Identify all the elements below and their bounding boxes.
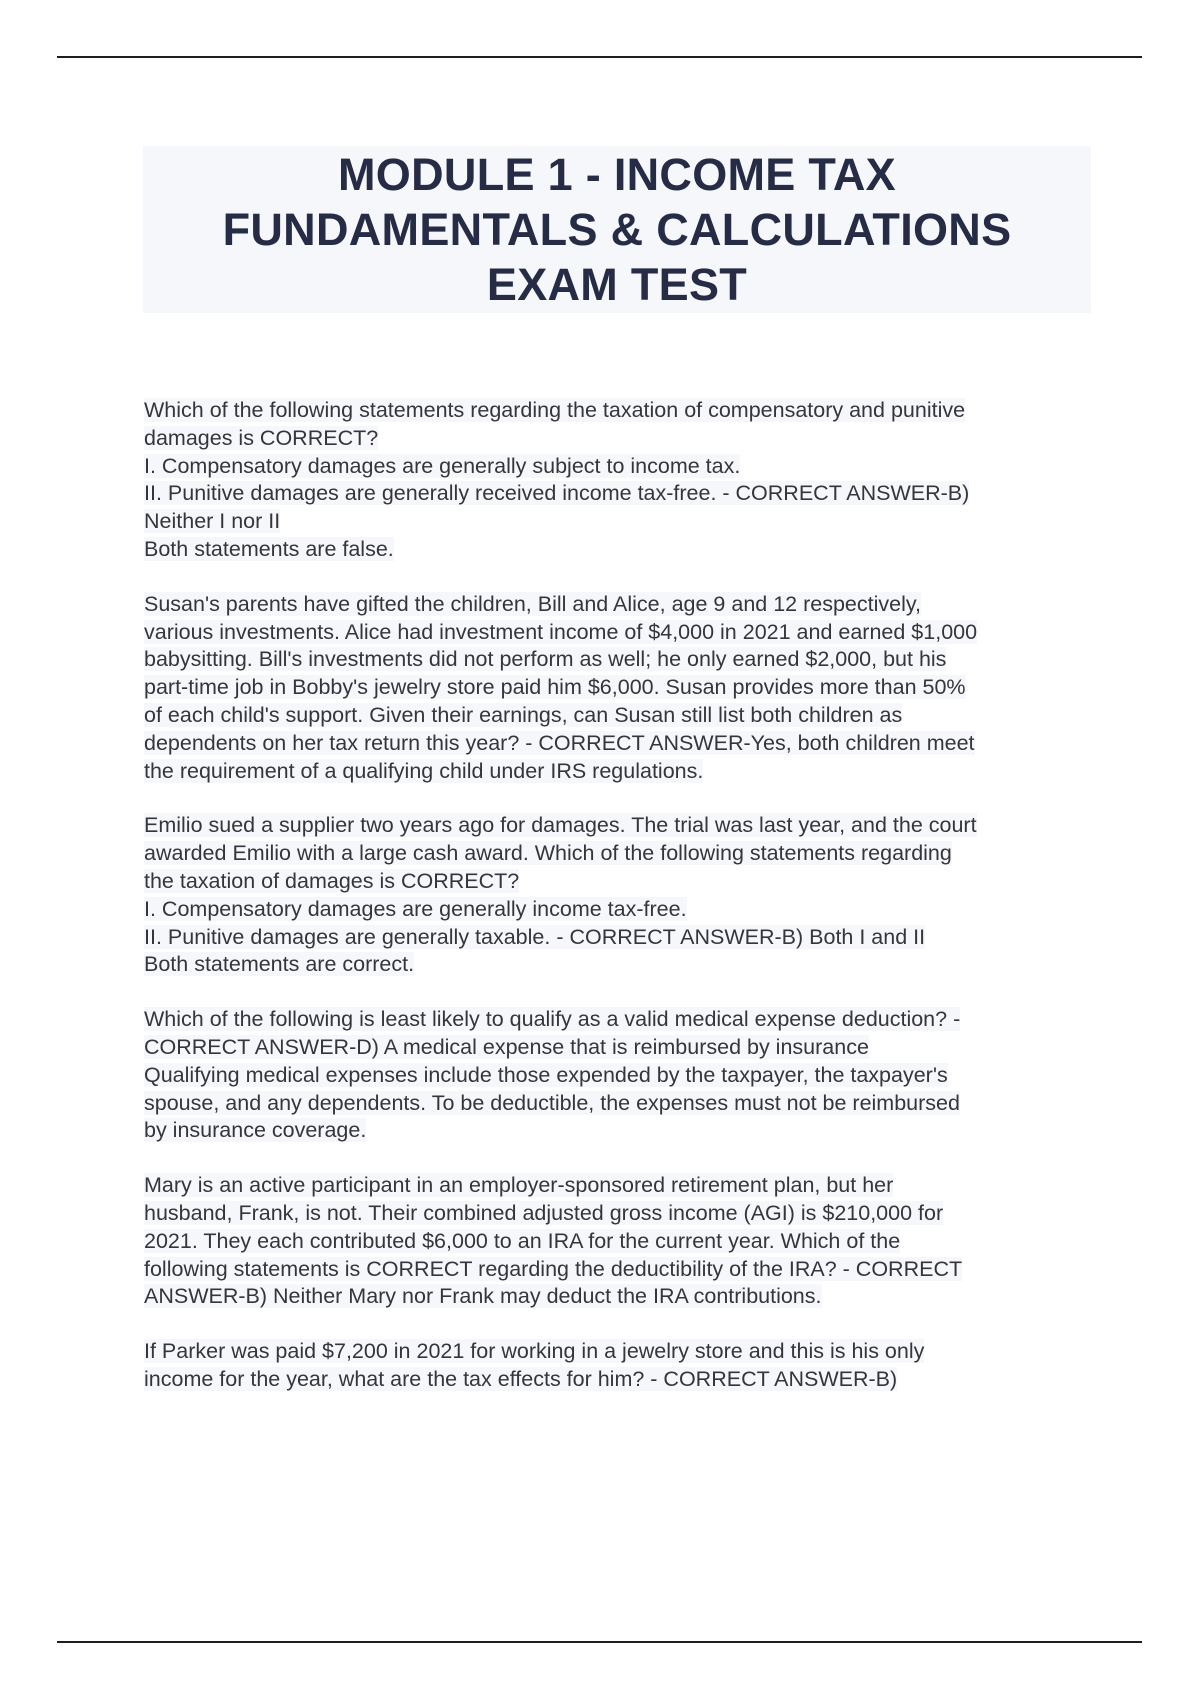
qa-line-text: spouse, and any dependents. To be deductible, the expenses must not be reimbursed [144,1090,960,1115]
qa-line-text: income for the year, what are the tax effects for him? - CORRECT ANSWER-B) [144,1366,898,1391]
qa-line [144,1228,1104,1256]
document-title [143,146,1091,313]
qa-line-text: dependents on her tax return this year? - CORRECT ANSWER-Yes, both children meet [144,730,975,755]
qa-line [144,674,1104,702]
qa-line [144,619,1104,647]
qa-line-text: I. Compensatory damages are generally subject to income tax. [144,453,741,478]
qa-line [144,812,1104,840]
qa-line [144,1090,1104,1118]
qa-line-text: babysitting. Bill's investments did not perform as well; he only earned $2,000, but his [144,647,947,672]
qa-line-text: husband, Frank, is not. Their combined adjusted gross income (AGI) is $210,000 for [144,1200,944,1225]
qa-line [144,1256,1104,1284]
qa-line [144,591,1104,619]
qa-line-text: of each child's support. Given their earnings, can Susan still list both children as [144,702,903,727]
qa-block [144,812,1104,979]
qa-line-text: Emilio sued a supplier two years ago for damages. The trial was last year, and the court [144,813,977,838]
qa-line [144,951,1104,979]
qa-line-text: the taxation of damages is CORRECT? [144,868,520,893]
document-body [144,397,1104,1421]
qa-line [144,1034,1104,1062]
qa-block [144,1338,1104,1394]
qa-line-text: I. Compensatory damages are generally income tax-free. [144,896,687,921]
qa-line [144,924,1104,952]
qa-line-text: Which of the following is least likely to qualify as a valid medical expense deduction? - [144,1007,961,1032]
qa-line-text: following statements is CORRECT regarding the deductibility of the IRA? - CORRECT [144,1256,963,1281]
qa-line-text: by insurance coverage. [144,1118,367,1143]
footer-rule [57,1641,1142,1643]
title-line-2: FUNDAMENTALS & CALCULATIONS [222,204,1012,255]
qa-line-text: ANSWER-B) Neither Mary nor Frank may deduct the IRA contributions. [144,1284,822,1309]
qa-line-text: Mary is an active participant in an employer-sponsored retirement plan, but her [144,1173,894,1198]
qa-line-text: Neither I nor II [144,509,281,534]
qa-line-text: Qualifying medical expenses include those expended by the taxpayer, the taxpayer's [144,1062,948,1087]
qa-line [144,1117,1104,1145]
qa-line [144,1366,1104,1394]
qa-line [144,453,1104,481]
qa-line-text: If Parker was paid $7,200 in 2021 for working in a jewelry store and this is his only [144,1339,925,1364]
qa-block [144,1006,1104,1145]
qa-block [144,591,1104,786]
qa-line [144,480,1104,508]
qa-line [144,702,1104,730]
qa-line-text: Both statements are correct. [144,952,415,977]
qa-line [144,758,1104,786]
qa-line-text: various investments. Alice had investment income of $4,000 in 2021 and earned $1,000 [144,619,978,644]
qa-line [144,1006,1104,1034]
qa-line-text: Susan's parents have gifted the children, Bill and Alice, age 9 and 12 respectively, [144,591,921,616]
qa-line-text: CORRECT ANSWER-D) A medical expense that is reimbursed by insurance [144,1034,869,1059]
title-line-1: MODULE 1 - INCOME TAX [338,149,896,200]
qa-line-text: the requirement of a qualifying child under IRS regulations. [144,758,704,783]
qa-line [144,896,1104,924]
qa-line [144,1200,1104,1228]
qa-line-text: Both statements are false. [144,536,394,561]
qa-line-text: Which of the following statements regarding the taxation of compensatory and punitive [144,398,966,422]
qa-line-text: part-time job in Bobby's jewelry store paid him $6,000. Susan provides more than 50% [144,675,966,700]
qa-line [144,508,1104,536]
qa-line [144,1283,1104,1311]
qa-line-text: II. Punitive damages are generally taxable. - CORRECT ANSWER-B) Both I and II [144,924,926,949]
title-line-3: EXAM TEST [486,259,748,310]
qa-line-text: awarded Emilio with a large cash award. Which of the following statements regarding [144,841,952,866]
qa-line-text: 2021. They each contributed $6,000 to an IRA for the current year. Which of the [144,1228,901,1253]
qa-block [144,397,1104,564]
qa-line [144,1062,1104,1090]
qa-line [144,425,1104,453]
qa-block [144,1172,1104,1311]
qa-line [144,868,1104,896]
qa-line [144,646,1104,674]
qa-line-text: damages is CORRECT? [144,425,379,450]
qa-line [144,536,1104,564]
header-rule [57,56,1142,58]
qa-line [144,1172,1104,1200]
qa-line [144,730,1104,758]
qa-line [144,1338,1104,1366]
qa-line [144,397,1104,425]
qa-line-text: II. Punitive damages are generally received income tax-free. - CORRECT ANSWER-B) [144,481,970,506]
qa-line [144,840,1104,868]
